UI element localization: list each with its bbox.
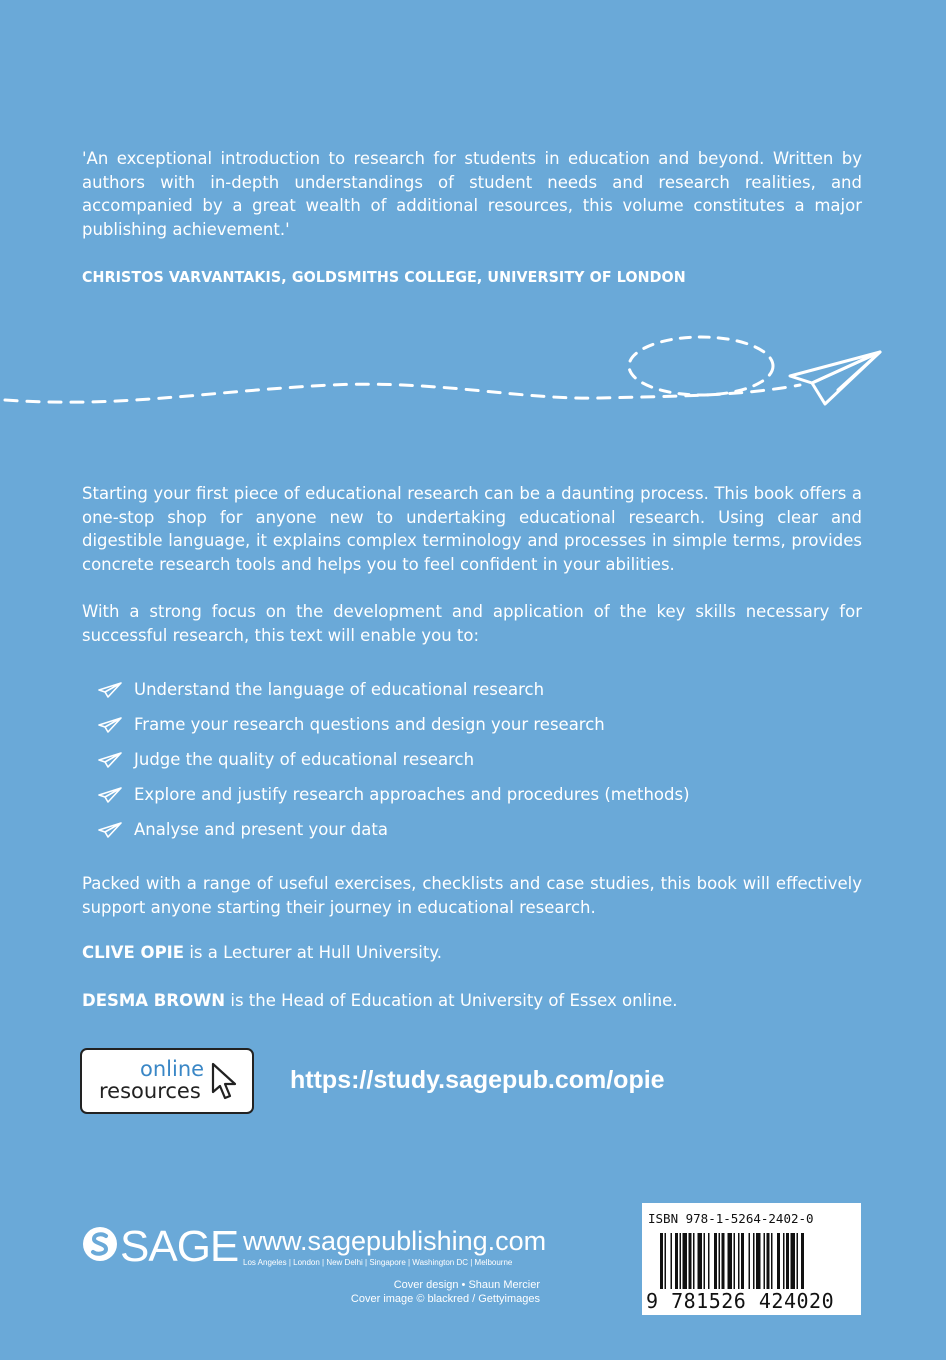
barcode-graphic [660,1233,852,1289]
list-item-text: Analyse and present your data [134,820,388,839]
publisher-cities: Los Angeles | London | New Delhi | Singapore | Washington DC | Melbourne [243,1258,513,1267]
online-resources-badge [80,1048,254,1114]
focus-paragraph: With a strong focus on the development and application of the key skills necessary for successful research, this text will enable you to: [82,602,862,645]
cursor-pointer-icon [210,1062,240,1102]
intro-paragraph: Starting your first piece of educational research can be a daunting process. This book offers a one-stop shop for anyone new to undertaking educational research. Using clear and digestible language, it explains complex terminology and processes in simple terms, provides concrete research tools and helps you to feel confident in your abilities. [82,484,862,574]
companion-website-link[interactable]: https://study.sagepub.com/opie [290,1066,665,1094]
paper-plane-bullet-icon [98,787,122,803]
list-item-text: Understand the language of educational research [134,680,545,699]
list-item [98,777,690,812]
isbn-digits: 9 781526 424020 [646,1289,835,1313]
paper-plane-icon [790,352,880,404]
cover-image-credit: Cover image © blackred / Gettyimages [350,1293,540,1305]
list-item-text: Judge the quality of educational research [134,750,475,769]
author-bio-2 [82,991,678,1010]
isbn-label: ISBN 978-1-5264-2402-0 [648,1211,814,1226]
publisher-logo-text: SAGE [120,1222,239,1271]
list-item [98,672,690,707]
online-resources-line2: resources [99,1079,201,1103]
author-name: CLIVE OPIE [82,943,185,962]
online-resources-line1: online [140,1057,205,1081]
list-item [98,742,690,777]
list-item-text: Explore and justify research approaches and procedures (methods) [134,785,690,804]
skills-list [98,672,690,847]
quote-attribution: CHRISTOS VARVANTAKIS, GOLDSMITHS COLLEGE, UNIVERSITY OF LONDON [82,268,686,286]
author-desc: is the Head of Education at University of Essex online. [225,991,678,1010]
paper-plane-bullet-icon [98,822,122,838]
sage-logo-icon [82,1226,118,1262]
isbn-barcode-box [642,1203,861,1315]
list-item [98,812,690,847]
author-name: DESMA BROWN [82,991,226,1010]
paper-plane-bullet-icon [98,717,122,733]
author-desc: is a Lecturer at Hull University. [184,943,442,962]
author-bio-1 [82,943,442,962]
publisher-url[interactable]: www.sagepublishing.com [243,1226,547,1256]
review-quote: 'An exceptional introduction to research for students in education and beyond. Written by authors with in-depth understandings of student needs and research realities, and accompanied by a great wealth of additional resources, this volume constitutes a major publishing achievement.' [82,149,862,239]
packed-paragraph: Packed with a range of useful exercises, checklists and case studies, this book will effectively support anyone starting their journey in educational research. [82,874,862,917]
cover-design-credit: Cover design • Shaun Mercier [393,1279,540,1291]
paper-plane-bullet-icon [98,752,122,768]
list-item [98,707,690,742]
paper-plane-flight-illustration [0,330,946,420]
list-item-text: Frame your research questions and design your research [134,715,605,734]
paper-plane-bullet-icon [98,682,122,698]
